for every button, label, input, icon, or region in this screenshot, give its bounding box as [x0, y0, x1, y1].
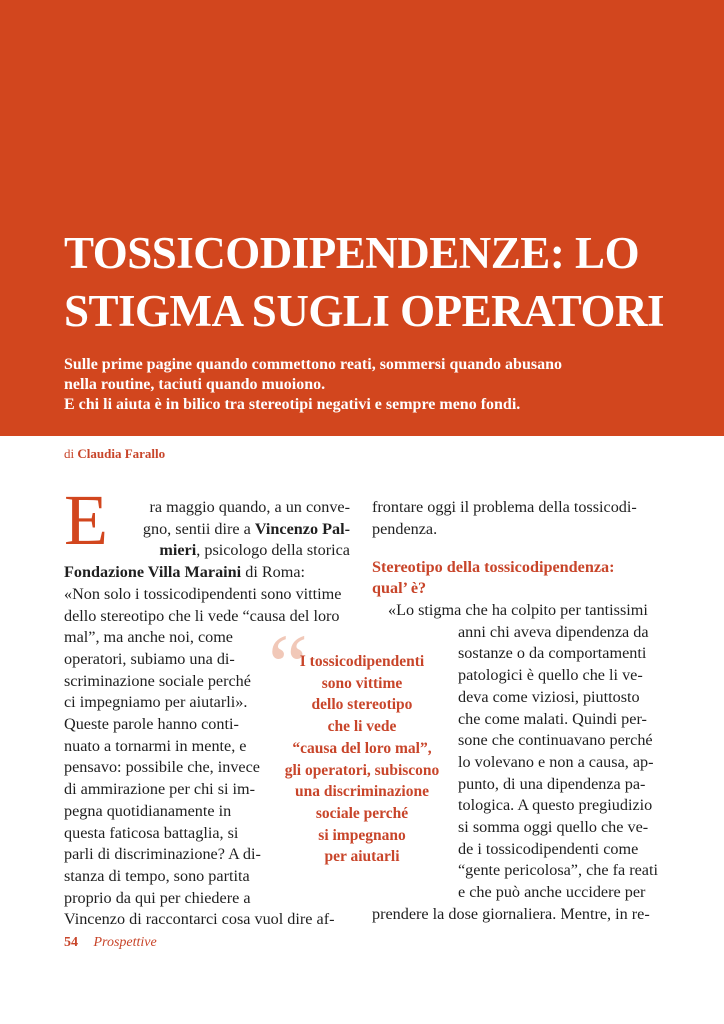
pull-quote-line: sociale perché [315, 804, 409, 822]
text-line: pensavo: possibile che, invece [64, 758, 260, 777]
text-line: anni chi aveva dipendenza da [458, 622, 649, 641]
subtitle-line: nella routine, taciuti quando muoiono. [64, 376, 326, 393]
subtitle-line: Sulle prime pagine quando commettono reati, sommersi quando abusano [64, 356, 562, 373]
text-line: “gente pericolosa”, che fa reati [458, 861, 658, 880]
text-line: mal”, ma anche noi, come [64, 628, 233, 647]
text-line: prendere la dose giornaliera. Mentre, in re- [372, 904, 650, 923]
pull-quote-line: dello stereotipo [311, 696, 413, 714]
text-line: pegna quotidianamente in [64, 801, 232, 820]
text-line: proprio da qui per chiedere a [64, 888, 251, 907]
text-line: operatori, subiamo una di- [64, 649, 235, 668]
pull-quote-line: una discriminazione [295, 783, 429, 801]
text-line: patologici è quello che li ve- [458, 666, 643, 685]
text-line: mieri, psicologo della storica [159, 541, 350, 560]
byline [64, 446, 165, 462]
pull-quote [276, 651, 448, 868]
text-line: questa faticosa battaglia, si [64, 823, 239, 842]
section-subheading: Stereotipo della tossicodipendenza: [372, 558, 615, 576]
text-line: che come malati. Quindi per- [458, 709, 647, 728]
subtitle-line: E chi li aiuta è in bilico tra stereotipi negativi e sempre meno fondi. [64, 396, 521, 413]
text-line: «Non solo i tossicodipendenti sono vittime [64, 584, 342, 603]
quote-mark-icon: “ [268, 617, 308, 716]
byline-prefix: di [64, 446, 75, 461]
article-subtitle [64, 355, 562, 415]
text-line: sostanze o da comportamenti [458, 644, 647, 663]
text-line: deva come viziosi, piuttosto [458, 687, 640, 706]
magazine-name: Prospettive [93, 935, 157, 950]
drop-cap: E [64, 480, 108, 560]
text-line: ci impegniamo per aiutarli». [64, 693, 248, 712]
text-line: de i tossicodipendenti come [458, 839, 639, 858]
page-number: 54 [64, 935, 78, 950]
text-line: parli di discriminazione? A di- [64, 845, 261, 864]
text-line: stanza di tempo, sono partita [64, 866, 250, 885]
section-subheading: qual’ è? [372, 579, 427, 597]
text-line: e che può anche uccidere per [458, 883, 646, 902]
text-line: frontare oggi il problema della tossicodi- [372, 498, 637, 516]
pull-quote-line: “causa del loro mal”, [292, 739, 432, 757]
text-line: ra maggio quando, a un conve- [149, 498, 350, 516]
text-line: dello stereotipo che li vede “causa del loro [64, 606, 340, 625]
text-line: sone che continuavano perché [458, 731, 653, 750]
text-line: gno, sentii dire a Vincenzo Pal- [142, 519, 350, 538]
text-line: nuato a tornarmi in mente, e [64, 736, 247, 755]
text-line: scriminazione sociale perché [64, 671, 251, 690]
pull-quote-line: si impegnano [318, 826, 406, 844]
pull-quote-line: I tossicodipendenti [299, 653, 425, 670]
pull-quote-line: gli operatori, subiscono [284, 761, 440, 779]
title-line: STIGMA SUGLI OPERATORI [64, 286, 664, 336]
title-line: TOSSICODIPENDENZE: LO [64, 228, 640, 278]
article-title [64, 224, 664, 340]
title-banner [0, 0, 724, 436]
pull-quote-line: che li vede [327, 718, 397, 736]
pull-quote-line: sono vittime [321, 674, 403, 692]
page-footer [64, 935, 157, 951]
text-line: Vincenzo di raccontarci cosa vuol dire af- [64, 910, 335, 929]
text-line: Queste parole hanno conti- [64, 715, 239, 733]
byline-author: Claudia Farallo [77, 446, 166, 461]
pull-quote-line: per aiutarli [324, 848, 400, 866]
text-line: Fondazione Villa Maraini di Roma: [64, 563, 306, 582]
text-line: tologica. A questo pregiudizio [458, 796, 653, 815]
text-line: pendenza. [372, 519, 438, 538]
text-line: «Lo stigma che ha colpito per tantissimi [388, 601, 648, 619]
text-line: di ammirazione per chi si im- [64, 780, 256, 799]
text-line: si somma oggi quello che ve- [458, 818, 649, 836]
text-line: punto, di una dipendenza pa- [458, 774, 646, 793]
text-line: lo volevano e non a causa, ap- [458, 752, 654, 771]
